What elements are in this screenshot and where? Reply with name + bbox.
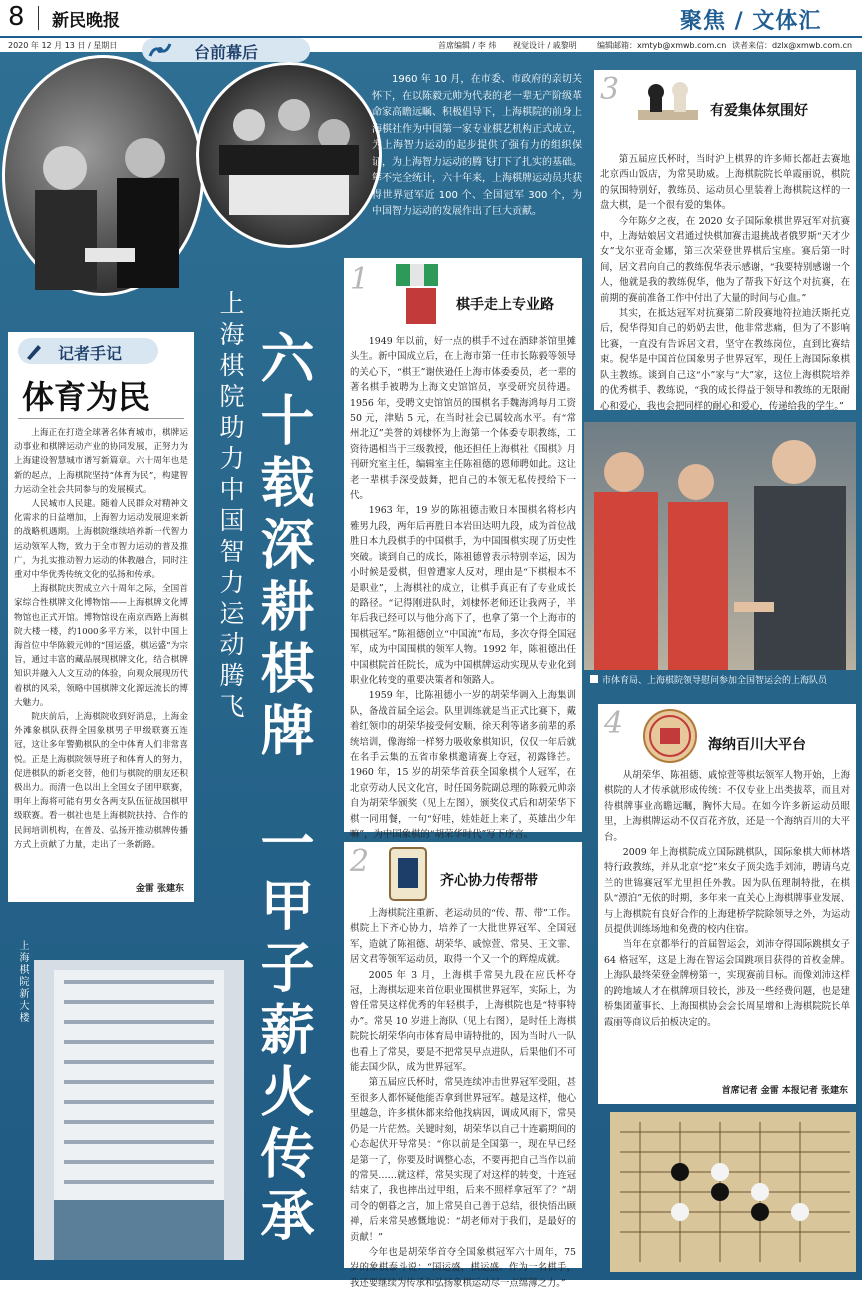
section-2-paragraph: 第五届应氏杯时，常昊连续冲击世界冠军受阻，甚至很多人都怀疑他能否拿到世界冠军。越是这样，他心里越急，许多棋休都来给他找病因，调成风雨下，常昊仍是一片茫然。关键时刻，胡荣华以自己十连霸期间的心态起伏开导常昊：“你以前是全国第一，现在早已经是第一了，你要及时调整心态，不要再把自己当作以前的常昊……就这样，常昊实现了对这样的转变，十连冠结束了，我也摔出过甲组，后来不照样拿冠军了？”胡司令的朝暮之言，加上常昊自己善于总结，很快悟出顾禅，后来常昊感慨地说：“胡老师对于我们，是最好的贡献！” (350, 1077, 576, 1243)
section-4-paragraph: 当年在京都举行的首届智运会，刘沛夺得国际跳棋女子 64 格冠军，这是上海在智运会国跳项目获得的首枚金牌。上海队最终荣登金牌榜第一，实现赛前目标。而像刘沛这样的跨地域人才在棋牌项目较长，涉及一些经费问题，也是建桥集团董事长、上海围棋协会会长周星增和上海棋院院长单霞丽等商议后拍板决定的。 (604, 939, 850, 1028)
section-3-number: 3 (600, 72, 620, 107)
building-icon (34, 960, 244, 1260)
reporter-note-byline: 金雷 张建东 (135, 884, 184, 894)
note-paragraph: 人民城市人民建。随着人民群众对精神文化需求的日益增加，上海智力运动发展迎来新的战略机遇期。上海棋院继续培养新一代智力运动领军人物，致力于全市智力运动的普及推广，为扎实推动智力运动的体教融合，同时注重对中华优秀传统文化的弘扬和传承。 (14, 499, 188, 581)
page-number: 8 (8, 2, 25, 32)
section-3-box (594, 70, 856, 410)
historical-photo-2 (196, 62, 382, 248)
divider (38, 6, 39, 30)
section-1-title: 棋手走上专业路 (456, 297, 554, 313)
column-tag-label: 台前幕后 (194, 43, 259, 62)
divider (18, 418, 184, 419)
section-1-number: 1 (350, 262, 370, 297)
section-3-paragraph: 今年陈夕之夜，在 2020 女子国际象棋世界冠军对抗赛中，上海姑娘居文君通过快棋加赛击退挑战者俄罗斯“天才少女”戈尔亚奇金娜，第三次荣登世界棋后宝座。赛后第一时间，居文君向自己的教练倪华表示感谢，“我要特别感谢一个人，他就是我的教练倪华，他为了帮我下好这个对抗赛，在前期的赛前准备工作中付出了大量的时间与心血。” (600, 215, 850, 304)
section-4-paragraph: 从胡荣华、陈祖德、戚惊萱等棋坛领军人物开始，上海棋院的人才传承就形成传统：不仅专业上出类拔萃，而且对待棋牌事业高瞻远瞩，胸怀大局。在如今许多新运动员眼里，上海棋牌运动不仅百花齐放，还是一个海纳百川的大平台。 (604, 770, 850, 843)
go-board-photo (610, 1112, 856, 1272)
section-2-paragraph: 今年也是胡荣华首夺全国象棋冠军六十周年，75 岁的象棋泰斗说：“国运盛，棋运盛。作为一名棋手，我还要继续为传承和弘扬象棋运动尽一点绵薄之力。” (350, 1246, 576, 1289)
date: 2020 年 12 月 13 日 / 星期日 (8, 41, 118, 50)
players-silhouette-icon (199, 65, 379, 245)
reporter-note-tag (18, 338, 158, 364)
page-header (0, 0, 862, 38)
pen-icon (24, 341, 44, 361)
visit-photo (584, 422, 856, 670)
editor-email: 编辑邮箱：xmtyb@xmwb.com.cn (597, 41, 727, 50)
note-paragraph: 上海正在打造全球著名体育城市，棋牌运动事业和棋牌运动产业的协同发展，正努力为上海建设智慧城市谱写新篇章。六十周年也是新的起点，上海棋院坚持“体育为民”，构建智力运动全社会共同参与的发展模式。 (14, 428, 188, 495)
editor: 首席编辑 / 李 炜 (438, 41, 497, 50)
section-4-body (604, 768, 850, 1078)
reader-email: 读者来信：dzlx@xmwb.com.cn (732, 41, 853, 50)
intro-text (372, 72, 582, 250)
mahjong-tile-icon (388, 846, 428, 902)
vertical-subtitle: 上海棋院助力中国智力运动腾飞 (216, 290, 245, 724)
xiangqi-piece-icon (640, 706, 700, 766)
section-2-number: 2 (350, 844, 370, 879)
section-1-paragraph: 1949 年以前，好一点的棋手不过在酒肆茶馆里摊头生。新中国成立后，在上海市第一任市长陈毅等领导的关心下，“棋王”谢侠逊任上海市体委委员，老一辈的著名棋手被聘为上海文史馆馆员，享受研究员待遇。1956 年，受聘文史馆馆员的围棋名手魏海鸿每月工资 50 元，津贴 5 元，在当时社会已属较高水平。有“常州北辽”美誉的刘棣怀为上海第一个体委专职教练，工资待遇相当于三级教授，他还担任上海棋社《围棋》月刊研究室主任，编辑室主任陈祖德的恩师聘如此。这让老一辈棋手深受鼓舞，把自己的本领无私传授给下一代。 (350, 336, 576, 502)
note-paragraph: 上海棋院庆贺成立六十周年之际，全国首家综合性棋牌文化博物馆——上海棋牌文化博物馆也正式开馆。博物馆设在南京西路上海棋院大楼一楼，约1000多平方米，以针中国上海首位中华陈毅元帅的“国运盛，棋运盛”为宗旨，通过丰富的藏品展现棋牌文化，结合棋牌知识并融入人文互动的体验，向观众展现历代着棋的风采，领略中国棋牌文化源远流长的博大魅力。 (14, 584, 188, 708)
section-3-paragraph: 其实，在抵达冠军对抗赛第二阶段赛地符拉迪沃斯托克后，倪华得知自己的奶奶去世，他非常悲痛，但为了不影响比赛，一直没有告诉居文君，坚守在教练岗位，直到比赛结束。倪华是中国首位国象男子世界冠军，现任上海国际象棋队主教练。谈到自己这“小”家与“大”家，这位上海棋院培养的优秀棋手、教练说，“我的成长得益于领导和教练的无限耐心和爱心，我也会把同样的耐心和爱心，传递给我的学生。” (600, 308, 850, 412)
section-4-title: 海纳百川大平台 (708, 737, 806, 753)
go-board-icon (610, 1112, 856, 1272)
headline-1: 六十载深耕棋牌 (252, 330, 315, 764)
section-2-paragraph: 2005 年 3 月，上海棋手常昊九段在应氏杯夺冠，上海棋坛迎来首位职业围棋世界冠军，实际上，为曾任常昊这样优秀的年轻棋手，上海棋院也是“特事特办”。常昊 10 岁进上海队（见上右图），是时任上海棋院院长胡荣华向市体育局申请特批的，因为当时八一队也看上了常昊，要是不把常昊早点进队，后果他们不可能去国少队，成为世界冠军。 (350, 969, 576, 1074)
inkbrush-icon (146, 40, 174, 60)
section-1-paragraph: 1959 年，比陈祖德小一岁的胡荣华调入上海集训队，备战首届全运会。队里训练就是当正式比赛下，戴着红领巾的胡荣华接受何安顺、徐天利等诸多前辈的系统培训，像海绵一样努力吸收象棋知识，仅仅一年后就在名手云集的五省市象棋邀请赛上夺冠，初露锋芒。1960 年，15 岁的胡荣华首获全国象棋个人冠军，在北京劳动人民文化宫，时任国务院副总理的陈毅元帅亲自为胡荣华颁奖（见上左图），颁奖仪式后和胡荣华下棋一同用餐，一句“好哇，娃娃赶上来了，英雄出少年嘛”，为中国象棋的“胡荣华时代”写下序言。 (350, 690, 576, 840)
historical-photo-1 (2, 55, 204, 296)
reporter-note-tag-label: 记者手记 (58, 344, 123, 363)
mahjong-tiles-icon (392, 258, 454, 328)
headline-2: 一甲子薪火传承 (252, 815, 315, 1249)
section-3-title: 有爱集体氛围好 (710, 103, 808, 119)
section-2-title: 齐心协力传帮带 (440, 873, 538, 889)
section-1-paragraph: 1963 年，19 岁的陈祖德击败日本围棋名将杉内雅男九段，两年后再胜日本岩田达明九段，成为首位战胜日本九段棋手的中国棋手，为中国围棋实现了历史性突破。谈到自己的成长，陈祖德曾表示特别幸运，因为小时候是爱棋，但曾遭家人反对，理由是“下棋根本不是职业”，上海棋社的成立，让棋手真正有了专业成长的路径。“记得刚进队时，刘棣怀老师还让我两子，半年后我已经可以与他分高下了，也拿了第一个上海市的围棋冠军。”陈祖德创立“中国流”布局，多次夺得全国冠军，成为中国围棋的领军人物。1992 年，陈祖德出任中国棋院首任院长，成为中国棋牌运动实现从专业化到职业化转变的重要决策者和领路人。 (350, 505, 576, 686)
building-caption: 上海棋院新大楼 (17, 940, 28, 1024)
sub-header (0, 38, 862, 52)
caption-marker (590, 675, 598, 683)
handshake-scene-icon (584, 422, 856, 670)
section-2-paragraph: 上海棋院注重新、老运动员的“传、帮、带”工作。棋院上下齐心协力，培养了一大批世界冠军、全国冠军，造就了陈祖德、胡荣华、戚惊萱、常昊、王文霏、居文君等领军运动员，取得一个又一个的辉煌成就。 (350, 908, 576, 966)
photo-caption (590, 674, 854, 688)
designer: 视觉设计 / 戚黎明 (513, 41, 577, 50)
section-4-byline: 首席记者 金雷 本报记者 张建东 (721, 1086, 848, 1096)
building-photo (34, 960, 244, 1260)
note-paragraph: 院庆前后，上海棋院收到好消息，上海金外滩象棋队获得全国象棋男子甲级联赛五连冠，这让多年警勤棋队的全中体育人们非常喜悦。正是上海棋院领导班子和体育人的努力，促进棋队的新老交替，他们与棋院的朋友还积极出力。而清一色以出上全国女子团甲联赛，明年上海将可能有男女各两支队伍征战国棋甲级联赛。看一棋社也是上海棋院扶持、合作的民间培训机构，在普及、弘扬开推动棋牌传播方式上贡献了力量，走出了一条新路。 (14, 712, 188, 850)
section-4-number: 4 (604, 706, 624, 741)
section-1-box (344, 258, 582, 840)
section-4-paragraph: 2009 年上海棋院成立国际跳棋队，国际象棋大师林塔特行政教练，并从北京“挖”来女子顶尖选手刘沛，聘请乌克兰的世锦赛冠军尤里担任外教。因为队伍理制特批，在棋队“漂泊”无依的时期，多年来一直关心上海棋牌事业发展、与上海棋院有良好合作的上海建桥学院除领导之外，为运动员提供训练场地和免费的校内住宿。 (604, 847, 850, 936)
section-1-body (350, 334, 576, 840)
section-2-body (350, 906, 576, 1289)
masthead: 新民晚报 (52, 11, 120, 31)
reporter-note-box (8, 332, 194, 902)
people-silhouette-icon (5, 58, 201, 293)
chess-pieces-icon (638, 74, 698, 124)
section-3-body (600, 152, 850, 412)
section-4-box (598, 704, 856, 1104)
reporter-note-body (14, 426, 188, 866)
section-2-box (344, 842, 582, 1289)
photo-caption-text: 市体育局、上海棋院领导慰问参加全国智运会的上海队员 (602, 676, 828, 686)
reporter-note-title: 体育为民 (22, 378, 151, 416)
intro-paragraph: 1960 年 10 月，在市委、市政府的亲切关怀下，在以陈毅元帅为代表的老一辈无产阶级革命家高瞻远瞩、积极倡导下，上海棋院的前身上海棋社作为中国第一家专业棋艺机构正式成立，为上海智力运动的起步提供了强有力的组织保证，为上海智力运动的腾飞打下了扎实的基础。筚不完全统计，六十年来，上海棋牌运动员共获得世界冠军近 100 个、全国冠军 300 个，为中国智力运动的发展作出了巨大贡献。 (372, 74, 582, 217)
section-3-paragraph: 第五届应氏杯时，当时沪上棋界的许多师长都赶去赛地北京西山饭店，为常昊助威。上海棋院院长单霞丽说，棋院的氛围特别好，教练员、运动员心里装着上海棋院这样的一盘大棋，是一个很有爱的集体。 (600, 154, 850, 212)
section-title: 聚焦 / 文体汇 (680, 9, 822, 34)
